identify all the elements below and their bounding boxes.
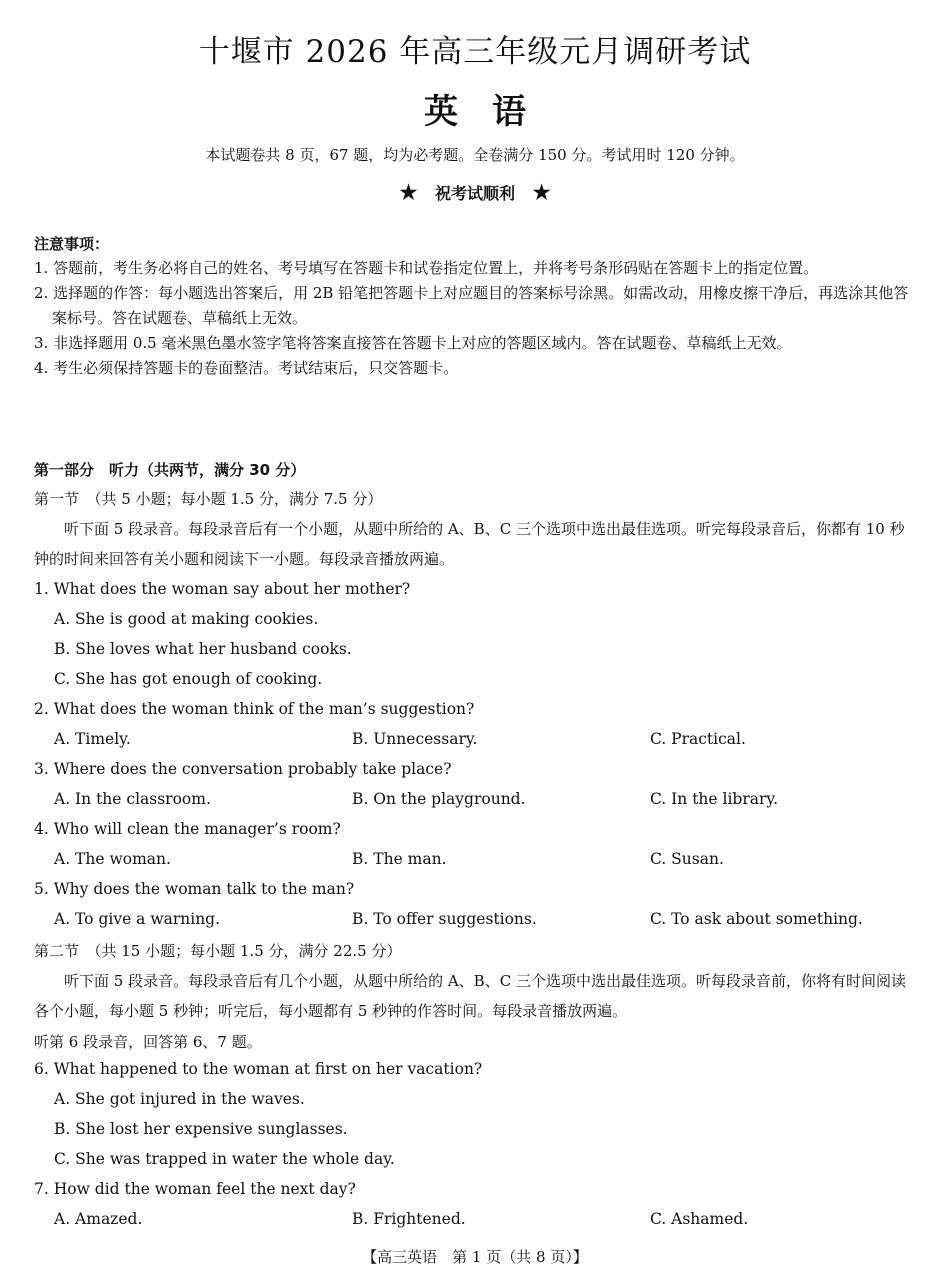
notice-list <box>34 256 918 381</box>
question-3-option-c: C. In the library. <box>650 790 779 808</box>
question-4-option-a: A. The woman. <box>54 850 171 868</box>
question-7-option-a: A. Amazed. <box>54 1210 143 1228</box>
section1-title: 第一节 （共 5 小题；每小题 1.5 分，满分 7.5 分） <box>34 490 383 508</box>
question-2-option-a: A. Timely. <box>54 730 131 748</box>
question-6-option-a: A. She got injured in the waves. <box>54 1090 305 1108</box>
page-footer: 【高三英语 第 1 页（共 8 页）】 <box>362 1248 588 1266</box>
question-6-option-c: C. She was trapped in water the whole day. <box>54 1150 395 1168</box>
section2-instructions: 听下面 5 段录音。每段录音后有几个小题，从题中所给的 A、B、C 三个选项中选出最佳选项。听每段录音前，你将有时间阅读各个小题，每小题 5 秒钟；听完后，每小题都有 5 秒钟的作答时间。每段录音播放两遍。 <box>34 972 906 1020</box>
star-icon: ★ <box>399 180 418 204</box>
segment-6-note: 听第 6 段录音，回答第 6、7 题。 <box>34 1033 262 1051</box>
question-1-option-b: B. She loves what her husband cooks. <box>54 640 352 658</box>
question-4-option-b: B. The man. <box>352 850 447 868</box>
notice-heading: 注意事项： <box>34 235 110 253</box>
question-3-stem: 3. Where does the conversation probably take place? <box>34 760 452 778</box>
question-5-stem: 5. Why does the woman talk to the man? <box>34 880 355 898</box>
question-3-option-a: A. In the classroom. <box>54 790 211 808</box>
question-2-option-b: B. Unnecessary. <box>352 730 478 748</box>
exam-intro: 本试题卷共 8 页，67 题，均为必考题。全卷满分 150 分。考试用时 120 分钟。 <box>205 146 745 164</box>
notice-item: 4. 考生必须保持答题卡的卷面整洁。考试结束后，只交答题卡。 <box>34 359 459 377</box>
notice-item: 2. 选择题的作答：每小题选出答案后，用 2B 铅笔把答题卡上对应题目的答案标号涂黑。如需改动，用橡皮擦干净后，再选涂其他答案标号。答在试题卷、草稿纸上无效。 <box>34 284 909 327</box>
good-luck-text: 祝考试顺利 <box>434 184 515 203</box>
question-7-option-c: C. Ashamed. <box>650 1210 749 1228</box>
question-6-stem: 6. What happened to the woman at first on her vacation? <box>34 1060 483 1078</box>
star-icon: ★ <box>532 180 551 204</box>
good-luck-banner <box>0 180 950 204</box>
question-4-option-c: C. Susan. <box>650 850 724 868</box>
question-5-option-a: A. To give a warning. <box>54 910 221 928</box>
question-5-option-c: C. To ask about something. <box>650 910 863 928</box>
question-1-option-a: A. She is good at making cookies. <box>54 610 319 628</box>
question-6-option-b: B. She lost her expensive sunglasses. <box>54 1120 348 1138</box>
question-2-option-c: C. Practical. <box>650 730 746 748</box>
section2-title: 第二节 （共 15 小题；每小题 1.5 分，满分 22.5 分） <box>34 942 402 960</box>
question-3-option-b: B. On the playground. <box>352 790 526 808</box>
question-5-option-b: B. To offer suggestions. <box>352 910 537 928</box>
exam-title: 十堰市 2026 年高三年级元月调研考试 <box>198 34 752 70</box>
question-7-stem: 7. How did the woman feel the next day? <box>34 1180 356 1198</box>
question-4-stem: 4. Who will clean the manager’s room? <box>34 820 341 838</box>
notice-item: 3. 非选择题用 0.5 毫米黑色墨水签字笔将答案直接答在答题卡上对应的答题区域内。答在试题卷、草稿纸上无效。 <box>34 334 792 352</box>
question-2-stem: 2. What does the woman think of the man’s suggestion? <box>34 700 475 718</box>
part1-title: 第一部分 听力（共两节，满分 30 分） <box>34 461 306 479</box>
question-1-stem: 1. What does the woman say about her mother? <box>34 580 411 598</box>
question-7-option-b: B. Frightened. <box>352 1210 466 1228</box>
subject-title: 英 语 <box>424 92 526 132</box>
section1-instructions: 听下面 5 段录音。每段录音后有一个小题，从题中所给的 A、B、C 三个选项中选出最佳选项。听完每段录音后，你都有 10 秒钟的时间来回答有关小题和阅读下一小题。每段录音播放两遍。 <box>34 520 905 568</box>
question-1-option-c: C. She has got enough of cooking. <box>54 670 323 688</box>
notice-item: 1. 答题前，考生务必将自己的姓名、考号填写在答题卡和试卷指定位置上，并将考号条形码贴在答题卡上的指定位置。 <box>34 259 819 277</box>
